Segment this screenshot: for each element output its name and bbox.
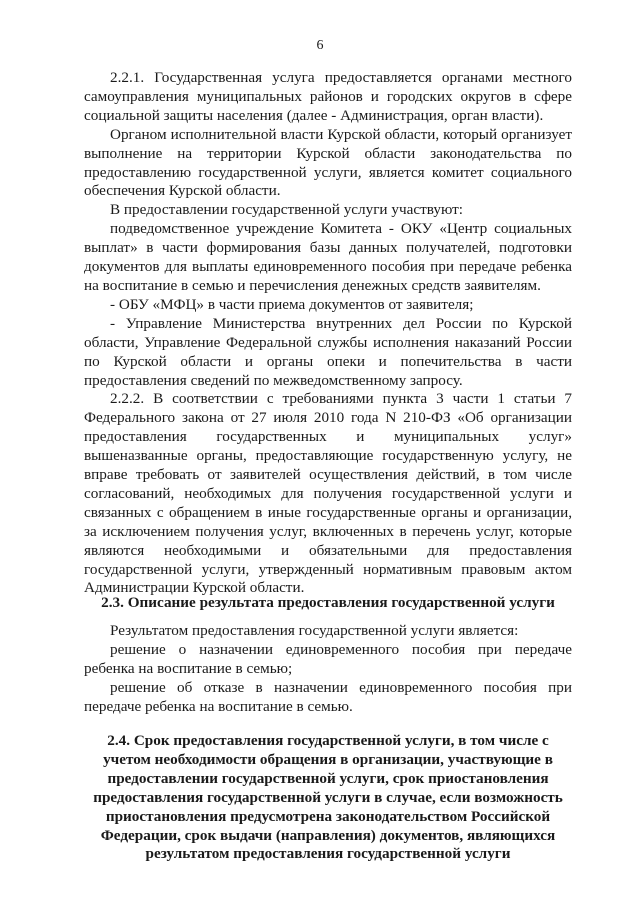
paragraph-result-refusal: решение об отказе в назначении единовременного пособия при передаче ребенка на воспитание в семью.	[84, 678, 572, 715]
page-number: 6	[316, 38, 324, 53]
paragraph-subordinate-institution: подведомственное учреждение Комитета - ОКУ «Центр социальных выплат» в части формирования базы данных получателей, подготовки документов для выплаты единовременного пособия при передаче ребенка на воспитание в семью и перечисления денежных средств заявителям.	[84, 220, 572, 294]
paragraph-2-2-2: 2.2.2. В соответствии с требованиями пункта 3 части 1 статьи 7 Федерального закона от 27 июля 2010 года N 210-ФЗ «Об организации предоставления государственных и муниципальных услуг» вышеназванные органы, предоставляющие государственную услугу, не вправе требовать от заявителей осуществления действий, в том числе согласований, необходимых для получения государственной услуги и связанных с обращением в иные государственные органы и организации, за исключением получения услуг, включенных в перечень услуг, которые являются необходимыми и обязательными для предоставления государственной услуги, утвержденный нормативным правовым актом Администрации Курской области.	[84, 390, 572, 597]
heading-2-4: 2.4. Срок предоставления государственной услуги, в том числе с учетом необходимости обращения в организации, участвующие в предоставлении государственной услуги, срок приостановления предоставления государственной услуги в случае, если возможность приостановления предусмотрена законодательством Российской Федерации, срок выдачи (направления) документов, являющихся результатом предоставления государственной услуги	[93, 732, 563, 863]
paragraph-participants-intro: В предоставлении государственной услуги участвуют:	[110, 201, 463, 219]
paragraph-2-2-1: 2.2.1. Государственная услуга предоставляется органами местного самоуправления муниципальных районов и городских округов в сфере социальной защиты населения (далее - Администрация, орган власти).	[84, 69, 572, 124]
paragraph-ministry: - Управление Министерства внутренних дел России по Курской области, Управление Федеральной службы исполнения наказаний России по Курской области и органы опеки и попечительства в части предоставления сведений по межведомственному запросу.	[84, 314, 572, 389]
paragraph-result-intro: Результатом предоставления государственной услуги является:	[110, 622, 519, 639]
section-2-2-body	[84, 69, 572, 598]
heading-2-3: 2.3. Описание результата предоставления государственной услуги	[101, 594, 555, 611]
section-2-3-body	[84, 622, 572, 717]
paragraph-executive-body: Органом исполнительной власти Курской области, который организует выполнение на территории Курской области законодательства по предоставлению государственной услуги, является комитет социального обеспечения Курской области.	[84, 125, 572, 200]
paragraph-mfc: - ОБУ «МФЦ» в части приема документов от заявителя;	[110, 295, 474, 313]
paragraph-result-approval: решение о назначении единовременного пособия при передаче ребенка на воспитание в семью;	[84, 640, 572, 677]
